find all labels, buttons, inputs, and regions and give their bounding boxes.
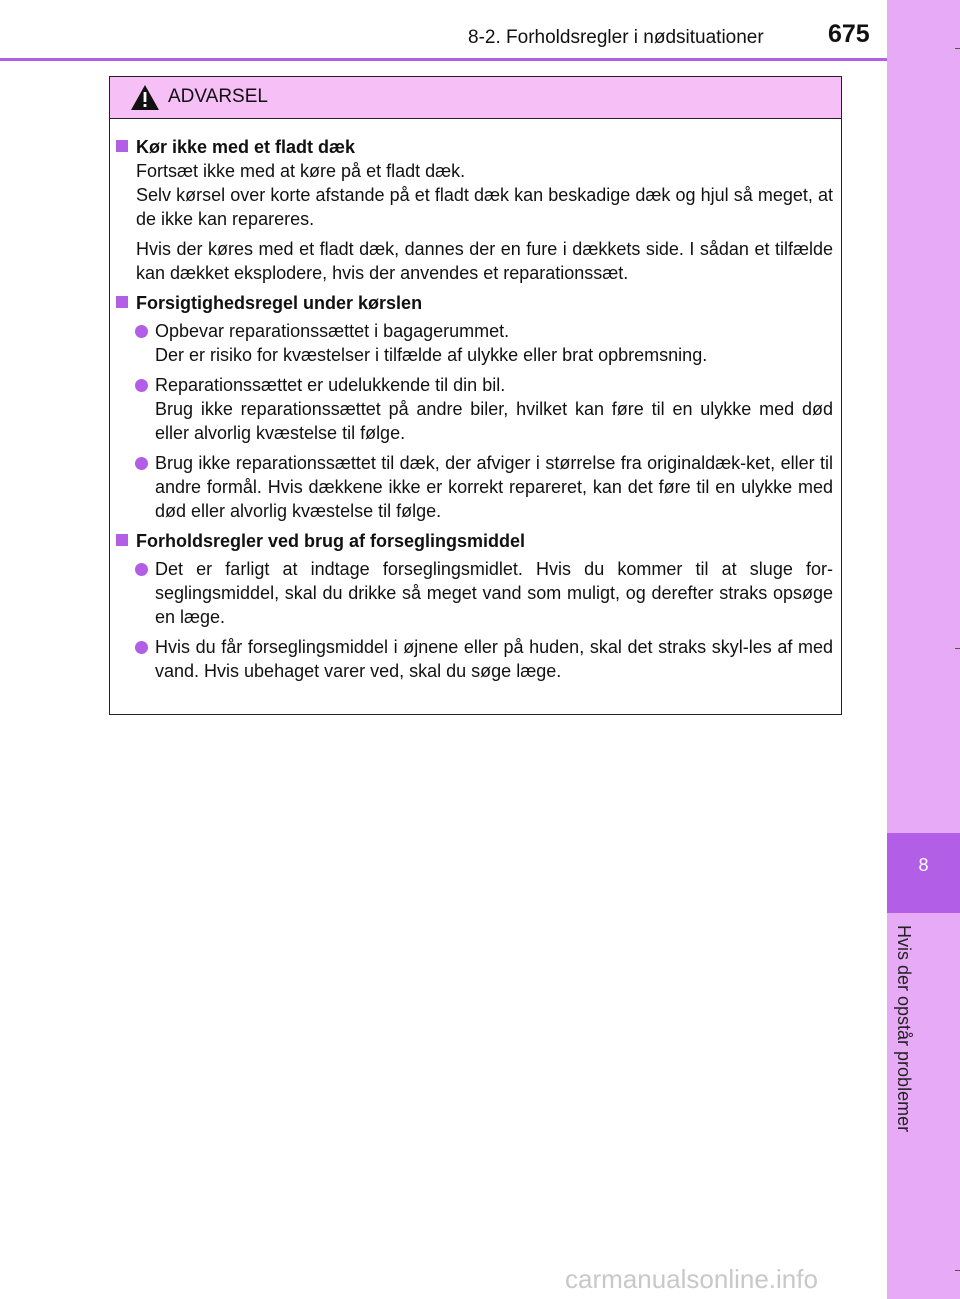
- round-bullet-icon: [135, 325, 148, 338]
- warning-body: [110, 119, 841, 683]
- round-bullet-icon: [135, 457, 148, 470]
- chapter-title: Hvis der opstår problemer: [894, 925, 914, 1133]
- page-number: 675: [828, 20, 870, 48]
- square-bullet-icon: [116, 296, 128, 308]
- warning-label: ADVARSEL: [168, 86, 268, 107]
- list-item: Reparationssættet er udelukkende til din bil. Brug ikke reparationssættet på andre biler, hvilket kan føre til en ulykke med død eller alvorlig kvæstelse til følge.: [155, 373, 833, 445]
- header-rule: [0, 58, 887, 61]
- warning-section: [116, 529, 833, 683]
- warning-triangle-icon: [130, 84, 160, 116]
- list-item: Opbevar reparationssættet i bagagerummet. Der er risiko for kvæstelser i tilfælde af ulykke eller brat opbremsning.: [155, 319, 833, 367]
- list-item: Hvis du får forseglingsmiddel i øjnene eller på huden, skal det straks skyl-les af med vand. Hvis ubehaget varer ved, skal du søge læge.: [155, 635, 833, 683]
- list-item: Brug ikke reparationssættet til dæk, der afviger i størrelse fra originaldæk-ket, eller til andre formål. Hvis dækkene ikke er korrekt repareret, kan det føre til en ulykke med død eller alvorlig kvæstelse til følge.: [155, 451, 833, 523]
- round-bullet-icon: [135, 641, 148, 654]
- crop-mark: [955, 648, 960, 649]
- paragraph: Fortsæt ikke med at køre på et fladt dæk. Selv kørsel over korte afstande på et fladt dæk kan beskadige dæk og hjul så meget, at de ikke kan repareres.: [136, 161, 833, 229]
- square-bullet-icon: [116, 534, 128, 546]
- crop-mark: [955, 1270, 960, 1271]
- square-bullet-icon: [116, 140, 128, 152]
- warning-header: [110, 77, 841, 119]
- crop-mark: [955, 48, 960, 49]
- paragraph: Hvis der køres med et fladt dæk, dannes der en fure i dækkets side. I sådan et tilfælde kan dækket eksplodere, hvis der anvendes et reparationssæt.: [136, 239, 833, 283]
- section-heading: Kør ikke med et fladt dæk: [116, 135, 833, 159]
- list-item: Det er farligt at indtage forseglingsmidlet. Hvis du kommer til at sluge for-seglingsmiddel, skal du drikke så meget vand som muligt, og derefter straks opsøge en læge.: [155, 557, 833, 629]
- warning-box: [109, 76, 842, 715]
- round-bullet-icon: [135, 379, 148, 392]
- watermark: carmanualsonline.info: [565, 1264, 818, 1294]
- warning-section: [116, 291, 833, 523]
- section-title: 8-2. Forholdsregler i nødsituationer: [468, 27, 764, 48]
- warning-section: [116, 135, 833, 285]
- round-bullet-icon: [135, 563, 148, 576]
- section-heading: Forsigtighedsregel under kørslen: [116, 291, 833, 315]
- chapter-number: 8: [918, 855, 929, 875]
- chapter-tab[interactable]: [887, 833, 960, 913]
- section-heading: Forholdsregler ved brug af forseglingsmiddel: [116, 529, 833, 553]
